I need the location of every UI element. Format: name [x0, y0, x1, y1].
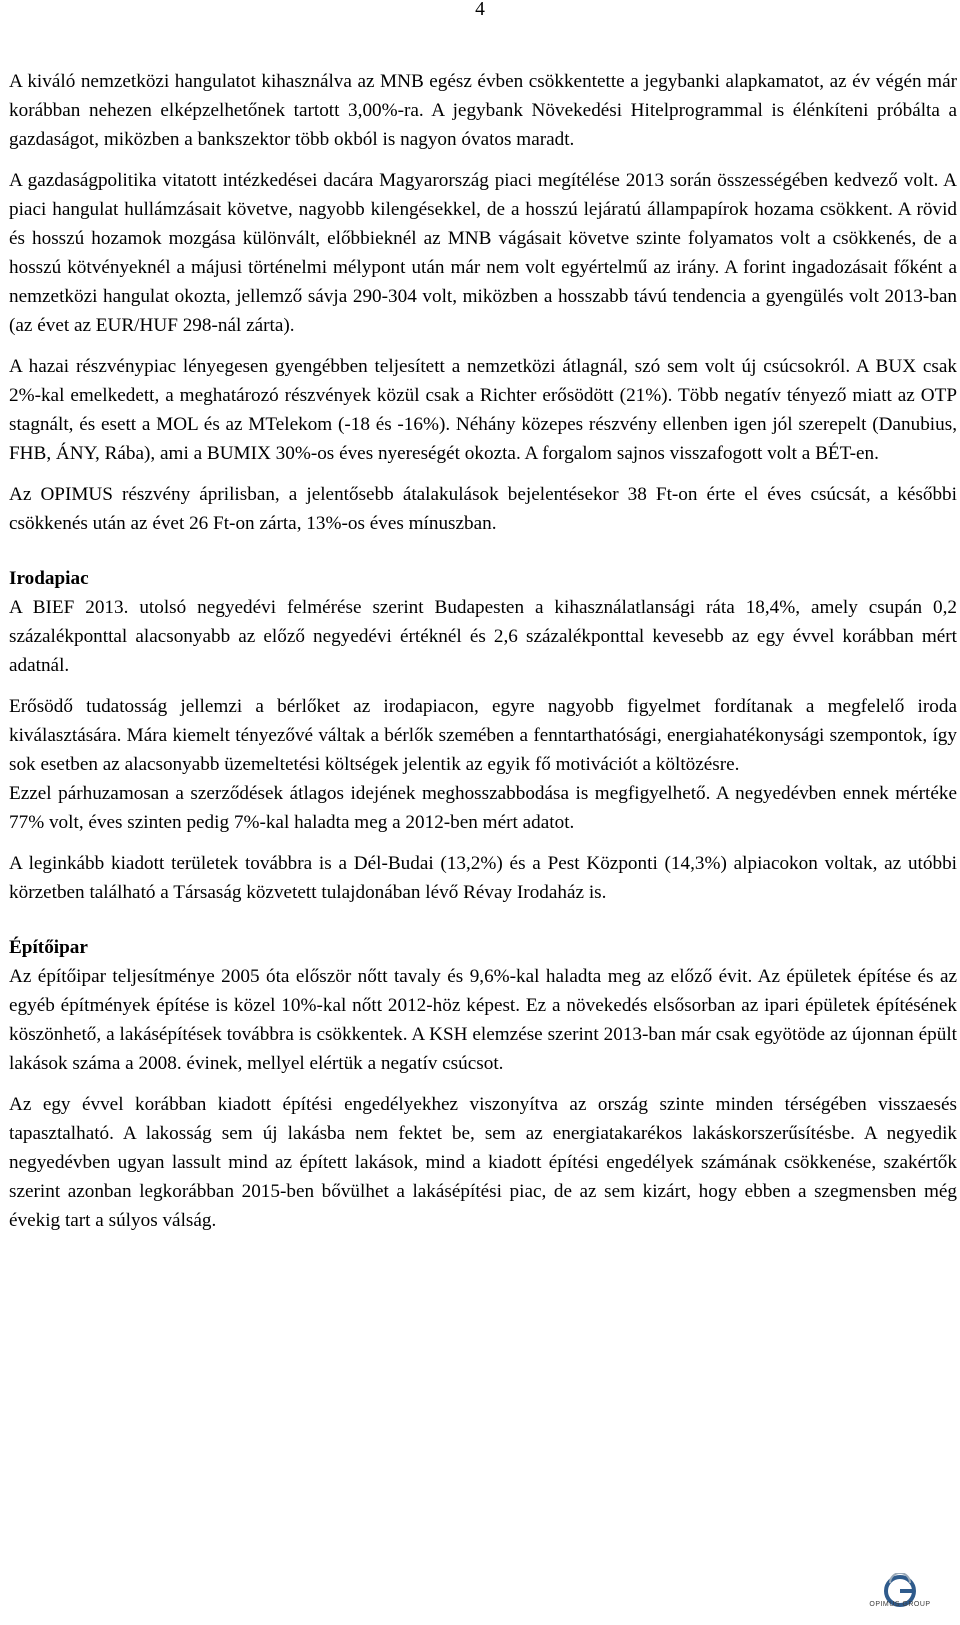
paragraph-opimus-share: Az OPIMUS részvény áprilisban, a jelentősebb átalakulások bejelentésekor 38 Ft-on érte el éves csúcsát, a későbbi csökkenés után az évet 26 Ft-on zárta, 13%-os éves mínuszban. — [9, 484, 957, 534]
logo-text: OPIMUS GROUP — [869, 1601, 931, 1608]
heading-construction: Építőipar — [9, 937, 88, 958]
paragraph-office-tenants: Erősödő tudatosság jellemzi a bérlőket az irodapiacon, egyre nagyobb figyelmet fordítanak a megfelelő iroda kiválasztására. Mára kiemelt tényezővé váltak a bérlők szemében a fenntarthatósági, energiahatékonysági szempontok, így sok esetben az alacsonyabb üzemeltetési költségek jelentik az egyik fő motivációt a költözésre. — [9, 696, 957, 775]
heading-office-market: Irodapiac — [9, 568, 89, 589]
paragraph-economic-policy: A gazdaságpolitika vitatott intézkedései dacára Magyarország piaci megítélése 2013 során összességében kedvező volt. A piaci hangulat hullámzásait követve, nagyobb kilengésekkel, de a hosszú lejáratú állampapírok hozama csökkent. A rövid és hosszú hozamok mozgása különvált, előbbieknél az MNB vágásait követve szinte folyamatos volt a csökkenés, de a hosszú kötvényeknél a májusi történelmi mélypont után már nem volt egyértelmű az irány. A forint ingadozásait főként a nemzetközi hangulat okozta, jellemző sávja 290-304 volt, miközben a hosszabb távú tendencia a gyengülés volt 2013-ban (az évet az EUR/HUF 298-nál zárta). — [9, 170, 957, 336]
paragraph-construction-permits: Az egy évvel korábban kiadott építési engedélyekhez viszonyítva az ország szinte minden térségében visszaesés tapasztalható. A lakosság sem új lakásba nem fektet be, sem az energiatakarékos lakáskorszerűsítésbe. A negyedik negyedévben ugyan lassult mind az épített lakások, mind a kiadott építési engedélyek számának csökkenése, szakértők szerint azonban legkorábban 2015-ben bővülhet a lakásépítési piac, de az sem kizárt, hogy ebben a szegmensben még évekig tart a súlyos válság. — [9, 1094, 957, 1231]
paragraph-stock-market: A hazai részvénypiac lényegesen gyengébben teljesített a nemzetközi átlagnál, szó sem volt új csúcsokról. A BUX csak 2%-kal emelkedett, a meghatározó részvények közül csak a Richter erősödött (21%). Több negatív tényező miatt az OTP stagnált, és esett a MOL és az MTelekom (-18 és -16%). Néhány közepes részvény ellenben igen jól szerepelt (Danubius, FHB, ÁNY, Rába), ami a BUMIX 30%-os éves nyereségét okozta. A forgalom sajnos visszafogott volt a BÉT-en. — [9, 356, 957, 464]
opimus-group-logo — [850, 1573, 950, 1619]
page-content — [9, 67, 957, 1235]
paragraph-construction-performance: Az építőipar teljesítménye 2005 óta először nőtt tavaly és 9,6%-kal haladta meg az előző évit. Az épületek építése és az egyéb építmények építése is közel 10%-kal nőtt 2012-höz képest. Ez a növekedés elsősorban az ipari épületek építésének köszönhető, a lakásépítések továbbra is csökkentek. A KSH elemzése szerint 2013-ban már csak egyötöde az újonnan épült lakások száma a 2008. évinek, mellyel elértük a negatív csúcsot. — [9, 966, 957, 1074]
paragraph-mnb-rate: A kiváló nemzetközi hangulatot kihasználva az MNB egész évben csökkentette a jegybanki alapkamatot, az év végén már korábban nehezen elképzelhetőnek tartott 3,00%-ra. A jegybank Növekedési Hitelprogrammal is élénkíteni próbálta a gazdaságot, miközben a bankszektor több okból is nagyon óvatos maradt. — [9, 71, 957, 150]
page-number: 4 — [475, 0, 485, 20]
paragraph-office-vacancy: A BIEF 2013. utolsó negyedévi felmérése szerint Budapesten a kihasználatlansági ráta 18,4%, amely csupán 0,2 százalékponttal alacsonyabb az előző negyedévi értéknél és 2,6 százalékponttal kevesebb az egy évvel korábban mért adatnál. — [9, 597, 957, 676]
paragraph-office-districts: A leginkább kiadott területek továbbra is a Dél-Budai (13,2%) és a Pest Központi (14,3%) alpiacokon voltak, az utóbbi körzetben található a Társaság közvetett tulajdonában lévő Révay Irodaház is. — [9, 853, 957, 903]
paragraph-office-contracts: Ezzel párhuzamosan a szerződések átlagos idejének meghosszabbodása is megfigyelhető. A negyedévben ennek mértéke 77% volt, éves szinten pedig 7%-kal haladta meg a 2012-ben mért adatot. — [9, 783, 957, 833]
